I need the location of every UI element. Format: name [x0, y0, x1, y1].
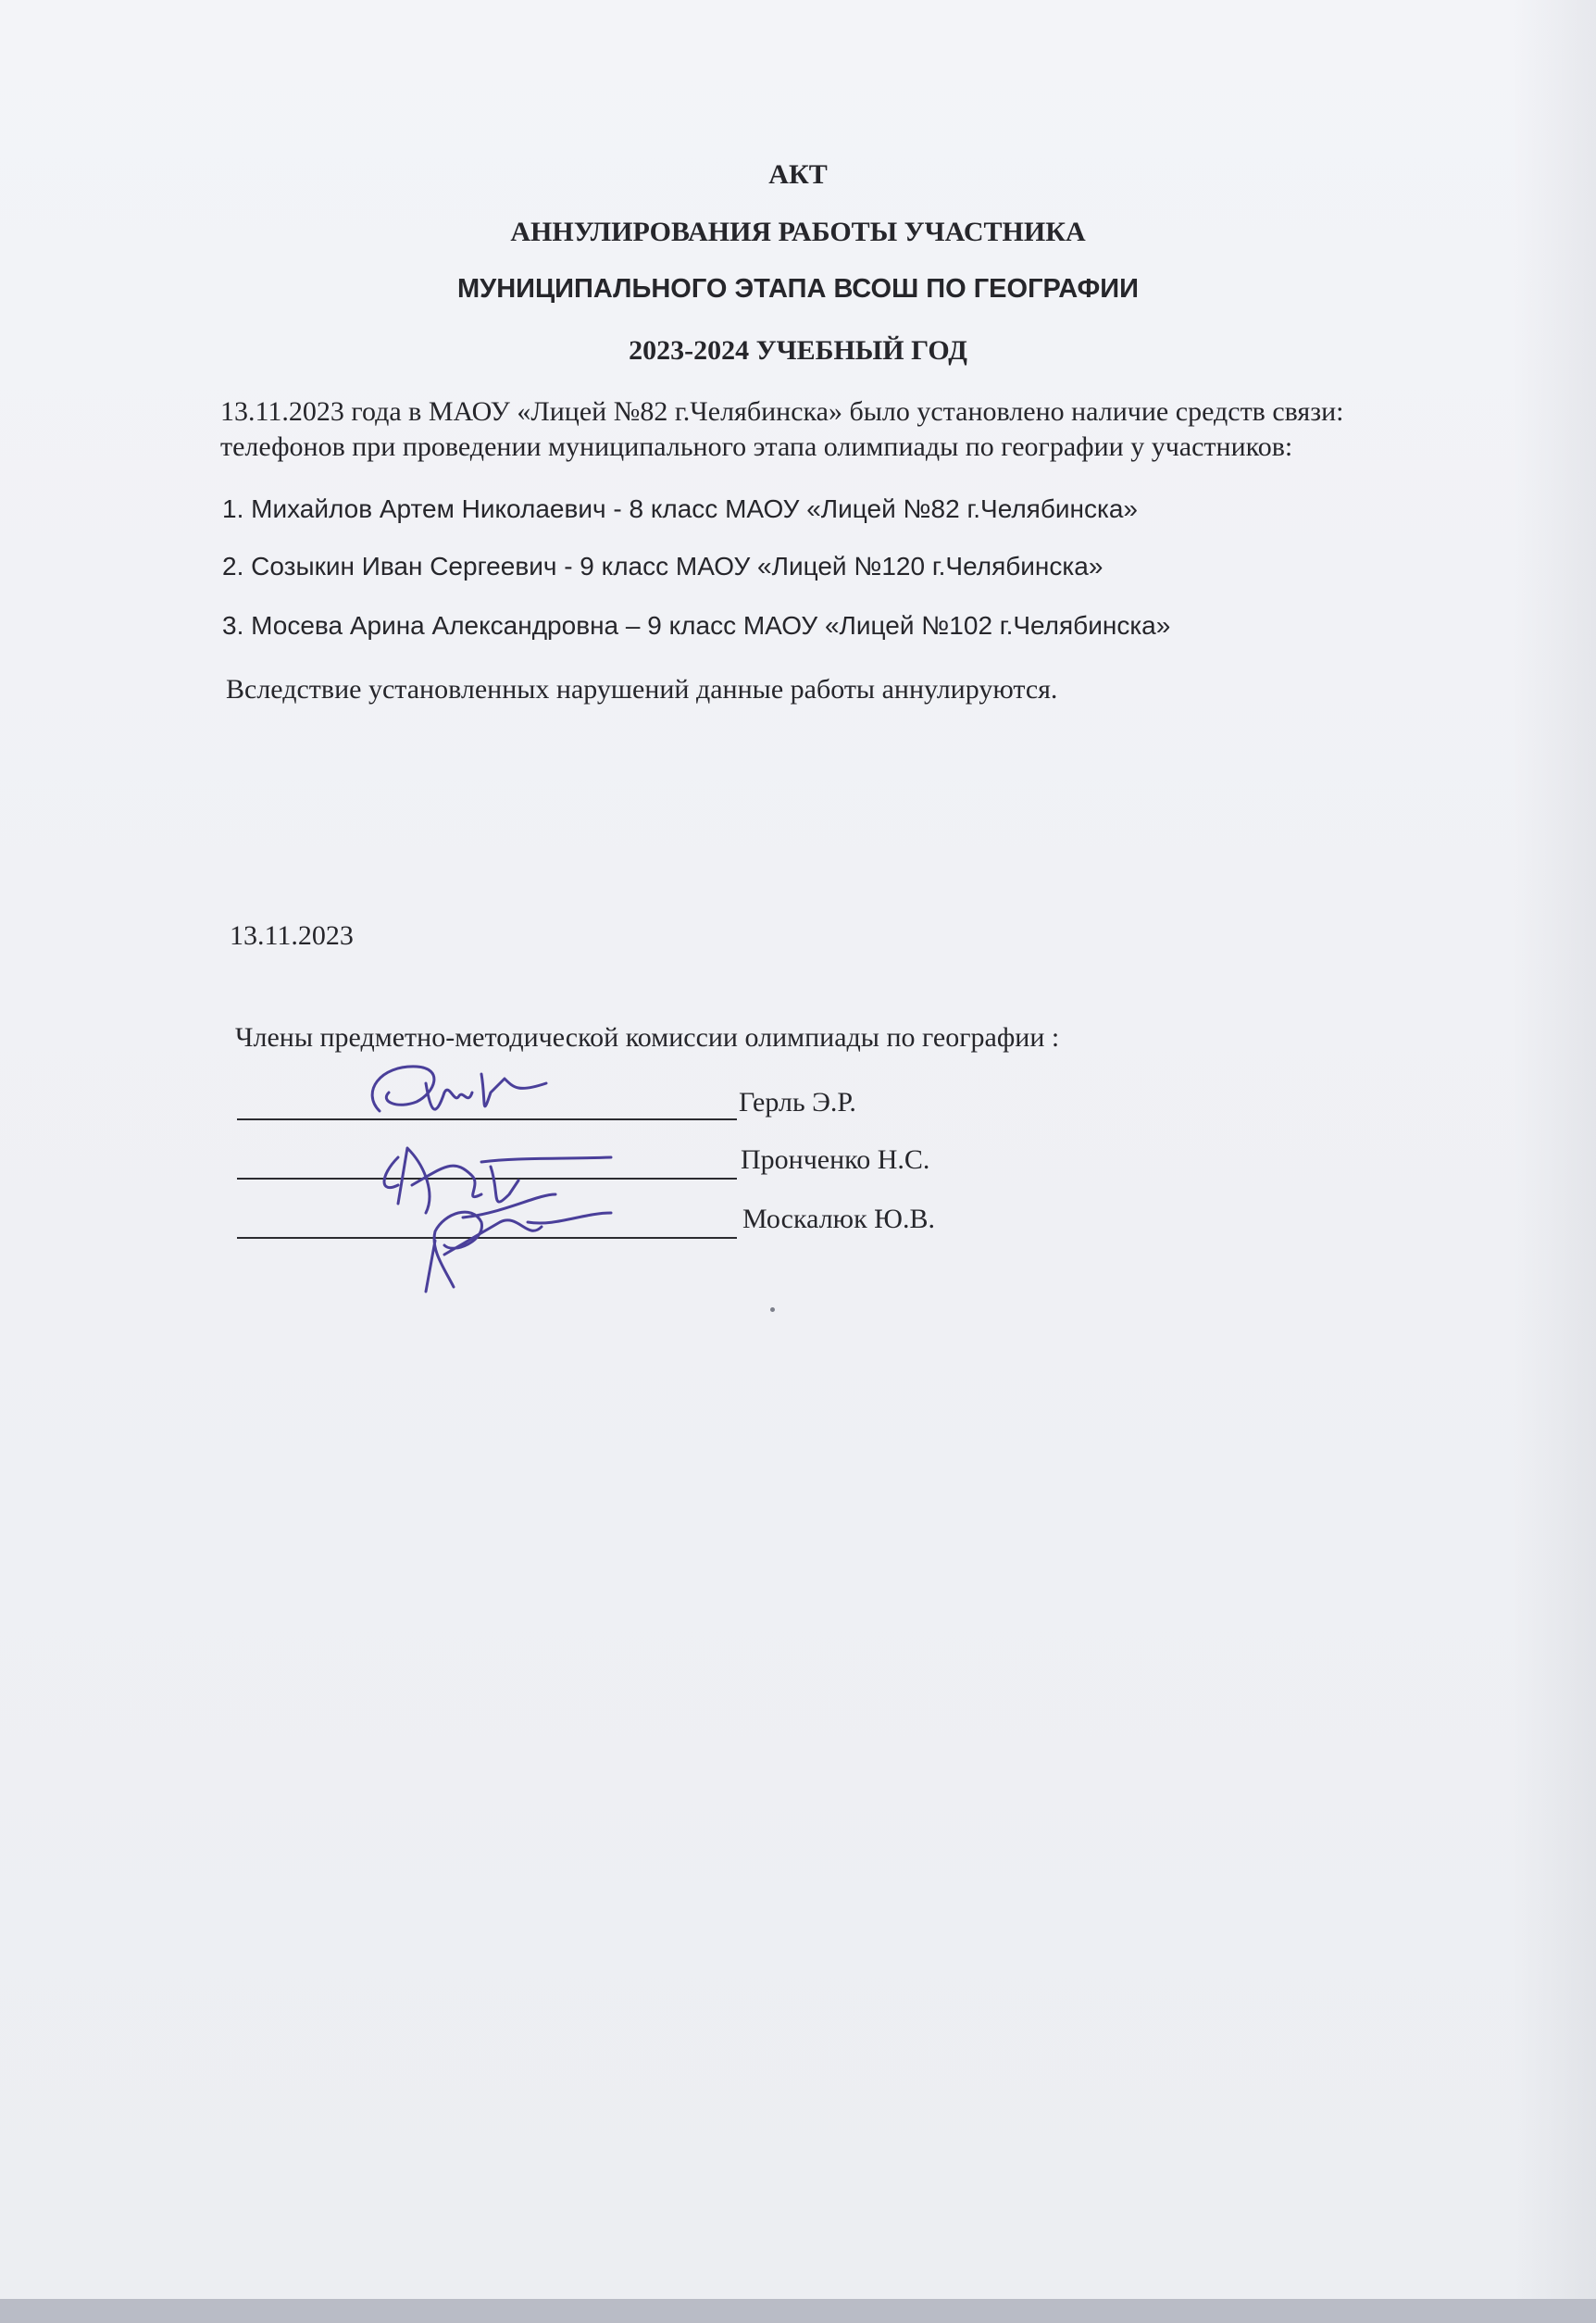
title-annulment: АННУЛИРОВАНИЯ РАБОТЫ УЧАСТНИКА: [510, 217, 1086, 247]
paper-speck: [770, 1307, 775, 1312]
signature-3-stroke: [426, 1194, 611, 1292]
handwritten-signatures: [343, 1055, 639, 1296]
title-stage: МУНИЦИПАЛЬНОГО ЭТАПА ВСОШ ПО ГЕОГРАФИИ: [457, 274, 1139, 304]
document-date: 13.11.2023: [230, 920, 354, 951]
conclusion-text: Вследствие установленных нарушений данные работы аннулируются.: [226, 674, 1058, 705]
signature-2-stroke: [384, 1148, 611, 1213]
intro-line-1: 13.11.2023 года в МАОУ «Лицей №82 г.Челябинска» было установлено наличие средств связи:: [220, 396, 1344, 427]
document-title: [0, 159, 1596, 381]
title-year: 2023-2024 УЧЕБНЫЙ ГОД: [629, 335, 967, 366]
participant-2: 2. Созыкин Иван Сергеевич - 9 класс МАОУ «Лицей №120 г.Челябинска»: [222, 552, 1103, 581]
commission-label: Члены предметно-методической комиссии олимпиады по географии :: [235, 1022, 1060, 1053]
signatory-1-name: Герль Э.Р.: [739, 1087, 856, 1118]
participant-1: 1. Михайлов Артем Николаевич - 8 класс МАОУ «Лицей №82 г.Челябинска»: [222, 494, 1138, 523]
intro-line-2: телефонов при проведении муниципального этапа олимпиады по географии у участников:: [220, 431, 1293, 462]
signature-1-stroke: [372, 1067, 546, 1111]
signatory-2-name: Пронченко Н.С.: [741, 1144, 930, 1175]
title-act: АКТ: [768, 159, 828, 190]
page-bottom-edge: [0, 2299, 1596, 2323]
signatory-3-name: Москалюк Ю.В.: [742, 1204, 935, 1234]
participant-3: 3. Мосева Арина Александровна – 9 класс МАОУ «Лицей №102 г.Челябинска»: [222, 611, 1171, 640]
